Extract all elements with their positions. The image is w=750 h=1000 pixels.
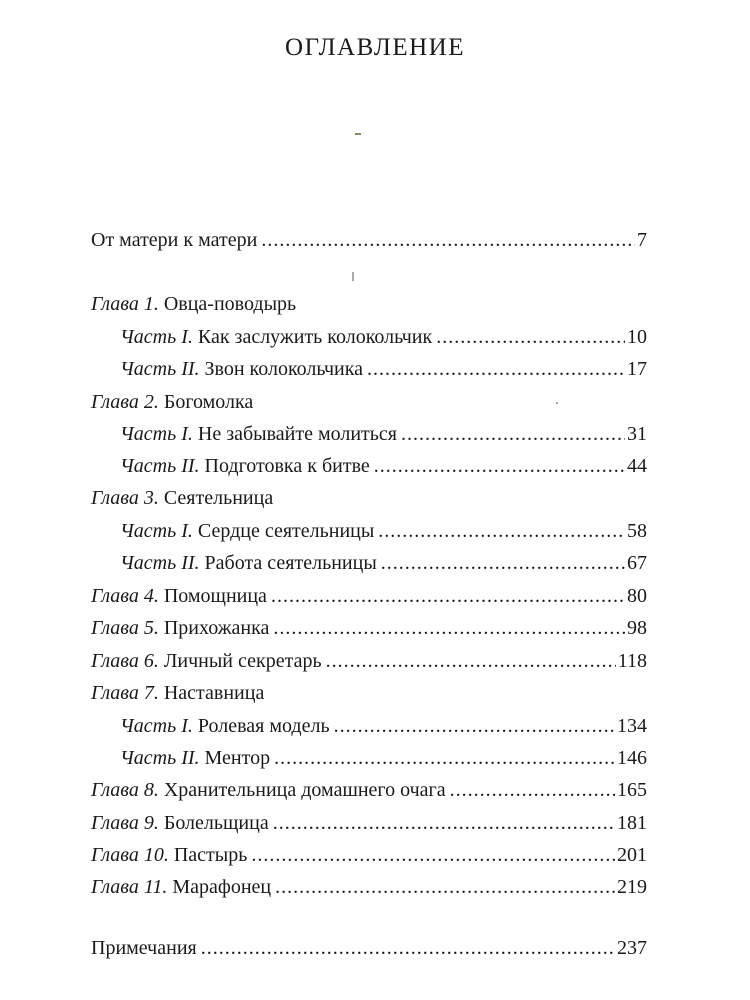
part-title: Как заслужить колокольчик [197, 326, 433, 348]
dot-leader [273, 810, 615, 836]
dot-leader [381, 550, 625, 576]
dot-leader [378, 518, 625, 544]
chapter-prefix: Глава 2. [91, 391, 159, 413]
part-prefix: Часть I. [120, 423, 193, 445]
dot-leader [201, 935, 615, 961]
dot-leader [274, 745, 615, 771]
chapter-prefix: Глава 5. [91, 617, 159, 639]
chapter-title: Хранительница домашнего очага [163, 779, 446, 801]
chapter-title: Сеятельница [163, 487, 274, 509]
part-title: Работа сеятельницы [204, 552, 377, 574]
chapter-prefix: Глава 7. [91, 682, 159, 704]
toc-page-number: 31 [627, 423, 647, 445]
chapter-prefix: Глава 3. [91, 487, 159, 509]
toc-entry-notes[interactable] [91, 935, 647, 961]
page-title: ОГЛАВЛЕНИЕ [285, 34, 465, 61]
toc-entry-ch1-part1[interactable] [120, 324, 647, 350]
part-prefix: Часть II. [120, 552, 200, 574]
chapter-title: Пастырь [173, 844, 248, 866]
chapter-title: Болельщица [163, 812, 269, 834]
dot-leader [401, 421, 625, 447]
part-title: Ролевая модель [197, 715, 330, 737]
toc-entry-ch8[interactable] [91, 777, 647, 803]
part-title: Сердце сеятельницы [197, 520, 375, 542]
chapter-prefix: Глава 8. [91, 779, 159, 801]
scan-speck [352, 272, 354, 281]
toc-entry-ch1-part2[interactable] [120, 356, 647, 382]
scan-speck [355, 133, 361, 135]
chapter-prefix: Глава 9. [91, 812, 159, 834]
dot-leader [367, 356, 625, 382]
toc-page-number: 201 [617, 844, 647, 866]
toc-page-number: 181 [617, 812, 647, 834]
toc-page-number: 58 [627, 520, 647, 542]
dot-leader [271, 583, 625, 609]
toc-chapter-heading-3[interactable] [91, 485, 273, 511]
chapter-prefix: Глава 1. [91, 293, 159, 315]
part-title: Не забывайте молиться [197, 423, 397, 445]
toc-entry-ch11[interactable] [91, 874, 647, 900]
toc-entry-ch6[interactable] [91, 648, 647, 674]
part-prefix: Часть II. [120, 358, 200, 380]
part-prefix: Часть I. [120, 715, 193, 737]
toc-entry-ch3-part1[interactable] [120, 518, 647, 544]
toc-page-number: 134 [617, 715, 647, 737]
dot-leader [334, 713, 615, 739]
part-title: Подготовка к битве [204, 455, 370, 477]
dot-leader [275, 874, 615, 900]
toc-page-number: 98 [627, 617, 647, 639]
toc-entry-ch2-part1[interactable] [120, 421, 647, 447]
part-prefix: Часть II. [120, 455, 200, 477]
toc-page-number: 7 [637, 229, 647, 251]
chapter-title: Личный секретарь [163, 650, 322, 672]
chapter-title: Овца-поводырь [163, 293, 297, 315]
chapter-title: Наставница [163, 682, 265, 704]
toc-chapter-heading-2[interactable] [91, 389, 253, 415]
toc-entry-ch10[interactable] [91, 842, 647, 868]
toc-entry-ch5[interactable] [91, 615, 647, 641]
part-title: Звон колокольчика [204, 358, 364, 380]
toc-page-number: 44 [627, 455, 647, 477]
chapter-title: Марафонец [172, 876, 272, 898]
chapter-prefix: Глава 4. [91, 585, 159, 607]
toc-page-number: 10 [627, 326, 647, 348]
chapter-prefix: Глава 6. [91, 650, 159, 672]
dot-leader [261, 227, 635, 253]
toc-page-number: 165 [617, 779, 647, 801]
part-prefix: Часть I. [120, 326, 193, 348]
dot-leader [450, 777, 615, 803]
toc-entry-title: От матери к матери [91, 229, 258, 251]
toc-page-number: 80 [627, 585, 647, 607]
toc-entry-ch9[interactable] [91, 810, 647, 836]
toc-page-number: 17 [627, 358, 647, 380]
toc-page-number: 118 [617, 650, 647, 672]
toc-page-number: 67 [627, 552, 647, 574]
dot-leader [273, 615, 625, 641]
chapter-prefix: Глава 10. [91, 844, 169, 866]
dot-leader [251, 842, 615, 868]
dot-leader [436, 324, 625, 350]
toc-page-number: 219 [617, 876, 647, 898]
toc-entry-ch3-part2[interactable] [120, 550, 647, 576]
toc-chapter-heading-1[interactable] [91, 291, 296, 317]
toc-entry-title: Примечания [91, 937, 197, 959]
part-prefix: Часть II. [120, 747, 200, 769]
scan-speck [556, 402, 558, 404]
toc-page-number: 237 [617, 937, 647, 959]
toc-entry-ch7-part2[interactable] [120, 745, 647, 771]
part-title: Ментор [204, 747, 271, 769]
chapter-title: Прихожанка [163, 617, 270, 639]
toc-entry-ch7-part1[interactable] [120, 713, 647, 739]
chapter-title: Помощница [163, 585, 267, 607]
chapter-title: Богомолка [163, 391, 254, 413]
dot-leader [374, 453, 625, 479]
part-prefix: Часть I. [120, 520, 193, 542]
chapter-prefix: Глава 11. [91, 876, 168, 898]
toc-page-number: 146 [617, 747, 647, 769]
toc-chapter-heading-7[interactable] [91, 680, 264, 706]
toc-entry-intro[interactable] [91, 227, 647, 253]
dot-leader [326, 648, 616, 674]
toc-entry-ch4[interactable] [91, 583, 647, 609]
toc-entry-ch2-part2[interactable] [120, 453, 647, 479]
